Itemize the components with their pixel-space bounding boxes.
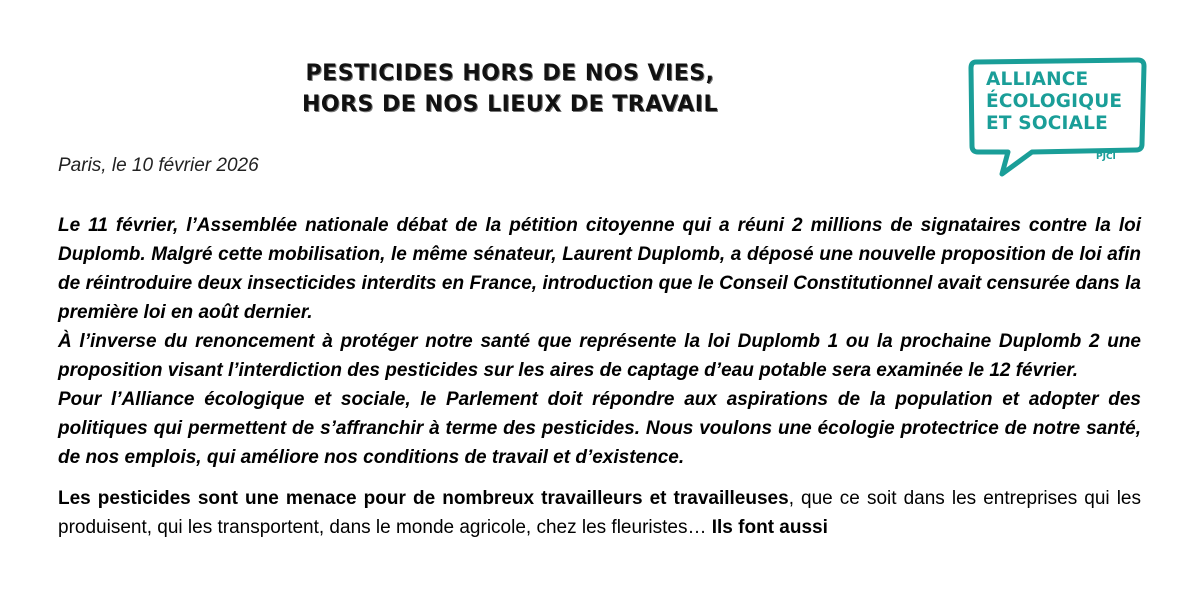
document-title [250,58,770,120]
paragraph-4-bold: Les pesticides sont une menace pour de nombreux travailleurs et travailleuses [58,488,789,509]
paragraph-2: À l’inverse du renoncement à protéger notre santé que représente la loi Duplomb 1 ou la prochaine Duplomb 2 une proposition visant l’interdiction des pesticides sur les aires de captage d’eau potable sera examinée le 12 février. [58,331,1141,381]
document-body [58,211,1141,542]
title-line-2: HORS DE NOS LIEUX DE TRAVAIL [301,92,719,117]
logo-line-3: ET SOCIALE [986,113,1108,134]
paragraph-4-bold-2: Ils font aussi [711,517,828,538]
paragraph-4-text: , que ce soit dans les entreprises qui les produisent, qui les transportent, dans le monde agricole, chez les fleuristes… [58,488,1141,538]
paragraph-1: Le 11 février, l’Assemblée nationale débat de la pétition citoyenne qui a réuni 2 millions de signataires contre la loi Duplomb. Malgré cette mobilisation, le même sénateur, Laurent Duplomb, a déposé une nouvelle proposition de loi afin de réintroduire deux insecticides interdits en France, introduction que le Conseil Constitutionnel avait censurée dans la première loi en août dernier. [58,215,1141,323]
logo-line-1: ALLIANCE [986,69,1089,90]
alliance-logo [962,56,1152,178]
title-line-1: PESTICIDES HORS DE NOS VIES, [305,61,715,86]
paragraph-3: Pour l’Alliance écologique et sociale, le Parlement doit répondre aux aspirations de la population et adopter des politiques qui permettent de s’affranchir à terme des pesticides. Nous voulons une écologie protectrice de notre santé, de nos emplois, qui améliore nos conditions de travail et d’existence. [58,389,1141,468]
logo-line-2: ÉCOLOGIQUE [986,91,1123,112]
logo-subtitle: PJCI [1096,152,1116,162]
document-date: Paris, le 10 février 2026 [58,155,259,176]
paragraph-4 [58,484,1141,542]
